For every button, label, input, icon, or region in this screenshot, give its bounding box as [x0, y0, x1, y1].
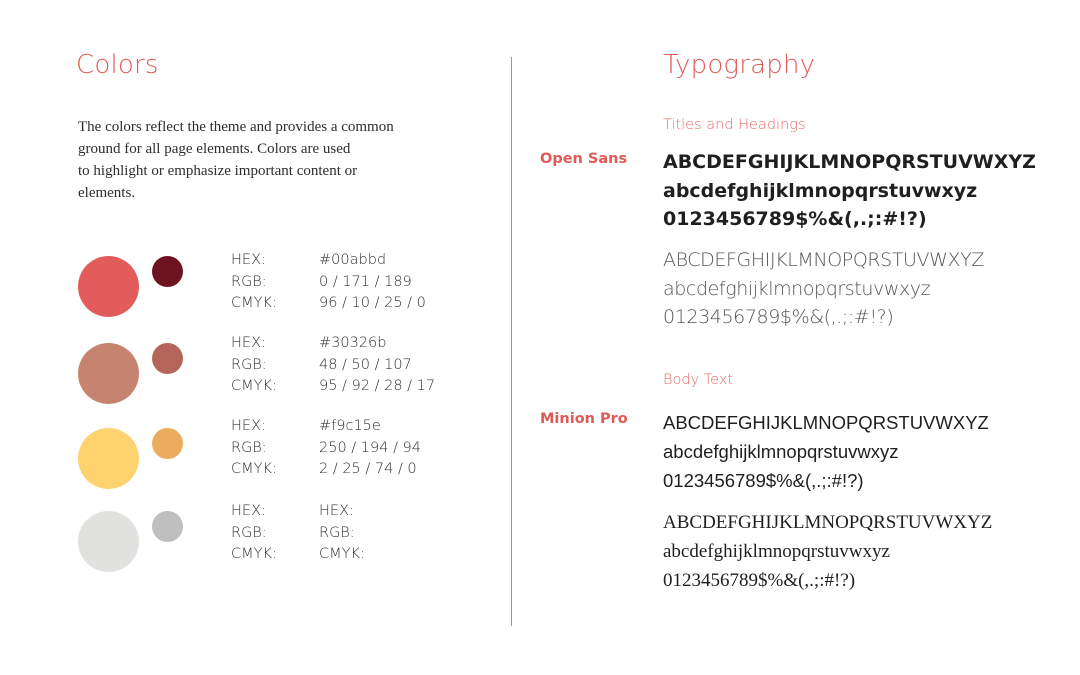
hex-value: HEX: [319, 503, 354, 519]
intro-line: ground for all page elements. Colors are used [78, 141, 351, 157]
primary-swatch [78, 256, 139, 317]
hex-value: #30326b [319, 335, 387, 351]
color-spec-values [319, 416, 421, 481]
heading-font-name: Open Sans [540, 151, 628, 167]
cmyk-label: CMYK: [231, 295, 277, 311]
heading-light-specimen [663, 246, 984, 332]
palette-row-1 [78, 250, 478, 330]
specimen-uppercase: ABCDEFGHIJKLMNOPQRSTUVWXYZ [663, 249, 984, 271]
body-sans-specimen [663, 408, 989, 495]
cmyk-label: CMYK: [231, 461, 277, 477]
cmyk-label: CMYK: [231, 378, 277, 394]
hex-value: #f9c15e [319, 418, 381, 434]
rgb-value: 0 / 171 / 189 [319, 273, 412, 290]
intro-line: to highlight or emphasize important content or [78, 163, 358, 179]
specimen-numerals: 0123456789$%&(,.;:#!?) [663, 306, 894, 328]
cmyk-value: 95 / 92 / 28 / 17 [319, 378, 436, 394]
rgb-value: RGB: [319, 524, 355, 541]
specimen-numerals: 0123456789$%&(,.;:#!?) [663, 570, 856, 591]
color-spec-labels [231, 250, 277, 315]
primary-swatch [78, 511, 139, 572]
specimen-numerals: 0123456789$%&(,.;:#!?) [663, 208, 927, 230]
primary-swatch [78, 428, 139, 489]
rgb-value: 48 / 50 / 107 [319, 356, 412, 373]
color-spec-labels [231, 416, 277, 481]
section-divider [511, 57, 512, 626]
hex-label: HEX: [231, 335, 266, 351]
palette-row-2 [78, 333, 478, 413]
cmyk-label: CMYK: [231, 546, 277, 562]
specimen-lowercase: abcdefghijklmnopqrstuvwxyz [663, 441, 899, 462]
body-text-label: Body Text [663, 372, 734, 388]
secondary-swatch [152, 428, 183, 459]
specimen-lowercase: abcdefghijklmnopqrstuvwxyz [663, 179, 978, 202]
hex-label: HEX: [231, 503, 266, 519]
rgb-value: 250 / 194 / 94 [319, 439, 422, 456]
rgb-label: RGB: [231, 273, 267, 290]
colors-title: Colors [76, 50, 159, 80]
cmyk-value: 96 / 10 / 25 / 0 [319, 295, 426, 311]
color-spec-values [319, 333, 435, 398]
color-spec-values [319, 250, 426, 315]
secondary-swatch [152, 511, 183, 542]
intro-line: elements. [78, 185, 136, 201]
rgb-label: RGB: [231, 356, 267, 373]
rgb-label: RGB: [231, 524, 267, 541]
hex-label: HEX: [231, 418, 266, 434]
color-spec-values [319, 501, 365, 566]
body-serif-specimen [663, 508, 992, 595]
specimen-numerals: 0123456789$%&(,.;:#!?) [663, 470, 864, 491]
body-font-name: Minion Pro [540, 411, 628, 427]
hex-value: #00abbd [319, 252, 387, 268]
specimen-lowercase: abcdefghijklmnopqrstuvwxyz [663, 277, 931, 300]
cmyk-value: CMYK: [319, 546, 365, 562]
rgb-label: RGB: [231, 439, 267, 456]
primary-swatch [78, 343, 139, 404]
heading-bold-specimen [663, 148, 1036, 234]
intro-line: The colors reflect the theme and provides a common [78, 119, 394, 135]
color-spec-labels [231, 501, 277, 566]
typography-title: Typography [663, 50, 816, 80]
specimen-uppercase: ABCDEFGHIJKLMNOPQRSTUVWXYZ [663, 151, 1036, 173]
secondary-swatch [152, 256, 183, 287]
color-spec-labels [231, 333, 277, 398]
specimen-uppercase: ABCDEFGHIJKLMNOPQRSTUVWXYZ [663, 412, 989, 433]
hex-label: HEX: [231, 252, 266, 268]
palette-row-3 [78, 416, 478, 496]
specimen-uppercase: ABCDEFGHIJKLMNOPQRSTUVWXYZ [663, 512, 993, 533]
palette-row-4 [78, 501, 478, 581]
titles-headings-label: Titles and Headings [663, 117, 806, 133]
specimen-lowercase: abcdefghijklmnopqrstuvwxyz [663, 541, 890, 562]
colors-intro-text [78, 116, 408, 204]
cmyk-value: 2 / 25 / 74 / 0 [319, 461, 417, 477]
secondary-swatch [152, 343, 183, 374]
